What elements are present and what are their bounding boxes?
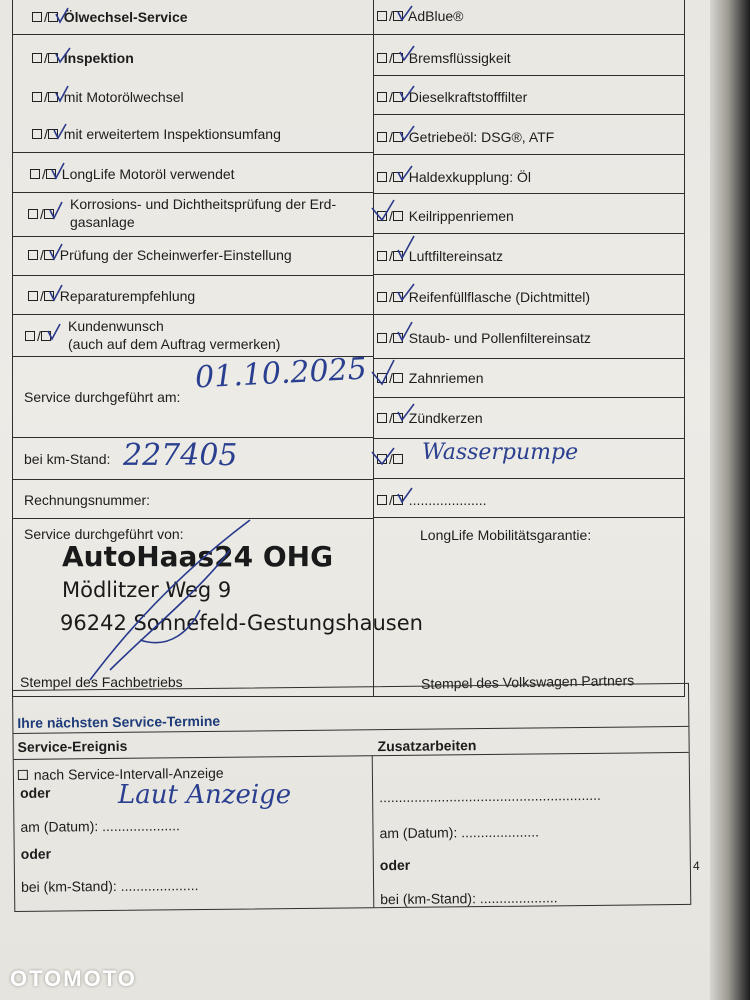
label: Bremsflüssigkeit — [408, 50, 511, 66]
item-airfilter: / Luftfiltereinsatz — [377, 248, 503, 264]
label: Zündkerzen — [408, 410, 483, 426]
mobility-label: LongLife Mobilitätsgarantie: — [420, 527, 592, 543]
extra-date-label: am (Datum): .................... — [379, 823, 540, 842]
item-diesel: / Dieselkraftstofffilter — [377, 89, 527, 105]
label: Reifenfüllflasche (Dichtmittel) — [408, 289, 591, 305]
item-haldex: / Haldexkupplung: Öl — [377, 169, 531, 185]
signature-scribble — [80, 520, 260, 690]
label: Staub- und Pollenfiltereinsatz — [408, 330, 591, 346]
gas-line2: gasanlage — [70, 214, 135, 230]
page-number: 4 — [693, 859, 700, 873]
item-longlife: / LongLife Motoröl verwendet — [30, 166, 235, 182]
item-pump-check: / — [377, 451, 405, 467]
label: Getriebeöl: DSG®, ATF — [408, 129, 555, 145]
item-repair: / Reparaturempfehlung — [28, 288, 195, 304]
stamp-label-right: Stempel des Volkswagen Partners — [420, 672, 635, 692]
next-service-box — [12, 683, 691, 912]
label: AdBlue® — [408, 8, 464, 24]
next-service-title: Ihre nächsten Service-Termine — [17, 712, 221, 731]
item-with-oil: / mit Motorölwechsel — [32, 89, 184, 105]
watermark: OTOMOTO — [10, 966, 137, 991]
label: Keilrippenriemen — [408, 208, 514, 224]
col-extra-work: Zusatzarbeiten — [377, 737, 477, 755]
label: Reparaturempfehlung — [59, 288, 196, 304]
item-extended: / mit erweitertem Inspektionsumfang — [32, 126, 281, 142]
item-blank: / .................... — [377, 492, 487, 508]
handwritten-km: 227405 — [123, 438, 238, 473]
item-gas-check: / — [28, 206, 56, 222]
label: mit Motorölwechsel — [63, 89, 184, 105]
extra-km-label: bei (km-Stand): .................... — [380, 889, 558, 908]
item-spark: / Zündkerzen — [377, 410, 483, 426]
service-date-label: Service durchgeführt am: — [24, 389, 181, 405]
handwritten-date: 01.10.2025 — [194, 351, 368, 396]
or-label: oder — [20, 845, 52, 862]
stamp-company-name: AutoHaas24 OHG — [62, 540, 334, 573]
item-brake: / Bremsflüssigkeit — [377, 50, 511, 66]
date-label: am (Datum): .................... — [20, 817, 180, 835]
rule — [372, 755, 375, 907]
stamp-street: Mödlitzer Weg 9 — [62, 578, 232, 602]
label: mit erweitertem Inspektionsumfang — [63, 126, 281, 142]
item-timing: / Zahnriemen — [377, 370, 483, 386]
item-headlight: / Prüfung der Scheinwerfer-Einstellung — [28, 247, 292, 263]
wish-line1: Kundenwunsch — [68, 318, 164, 334]
label: Inspektion — [63, 50, 134, 66]
col-service-event: Service-Ereignis — [17, 737, 128, 755]
item-oil-change: / Ölwechsel-Service — [32, 9, 188, 25]
km-label: bei (km-Stand): .................... — [20, 877, 199, 895]
extra-dots: ......................................................... — [379, 786, 601, 806]
or-label: oder — [379, 856, 411, 874]
gas-line1: Korrosions- und Dichtheitsprüfung der Erd- — [70, 196, 337, 212]
label: Luftfiltereinsatz — [408, 248, 503, 264]
label: Prüfung der Scheinwerfer-Einstellung — [59, 247, 292, 263]
item-inspection: / Inspektion — [32, 50, 134, 66]
stamp-city: 96242 Sonnefeld-Gestungshausen — [60, 611, 423, 635]
label: Zahnriemen — [408, 370, 484, 386]
or-label: oder — [19, 784, 51, 801]
km-label: bei km-Stand: — [24, 451, 111, 467]
label: Dieselkraftstofffilter — [408, 89, 528, 105]
handwritten-next: Laut Anzeige — [118, 780, 292, 810]
label: nach Service-Intervall-Anzeige — [33, 764, 224, 783]
item-belt: / Keilrippenriemen — [377, 208, 514, 224]
handwritten-pump: Wasserpumpe — [422, 440, 579, 465]
wish-line2: (auch auf dem Auftrag vermerken) — [68, 336, 281, 352]
item-pollen: / Staub- und Pollenfiltereinsatz — [377, 330, 591, 346]
invoice-label: Rechnungsnummer: — [24, 492, 151, 508]
item-wish-check: / — [25, 328, 53, 344]
service-by-label: Service durchgeführt von: — [24, 526, 184, 542]
item-adblue: / AdBlue® — [377, 8, 463, 24]
label: LongLife Motoröl verwendet — [61, 166, 235, 182]
label: Haldexkupplung: Öl — [408, 169, 531, 185]
label: .................... — [408, 492, 487, 508]
item-tire: / Reifenfüllflasche (Dichtmittel) — [377, 289, 590, 305]
label: Ölwechsel-Service — [63, 9, 188, 25]
item-gear: / Getriebeöl: DSG®, ATF — [377, 129, 554, 145]
stamp-label-left: Stempel des Fachbetriebs — [20, 674, 183, 690]
